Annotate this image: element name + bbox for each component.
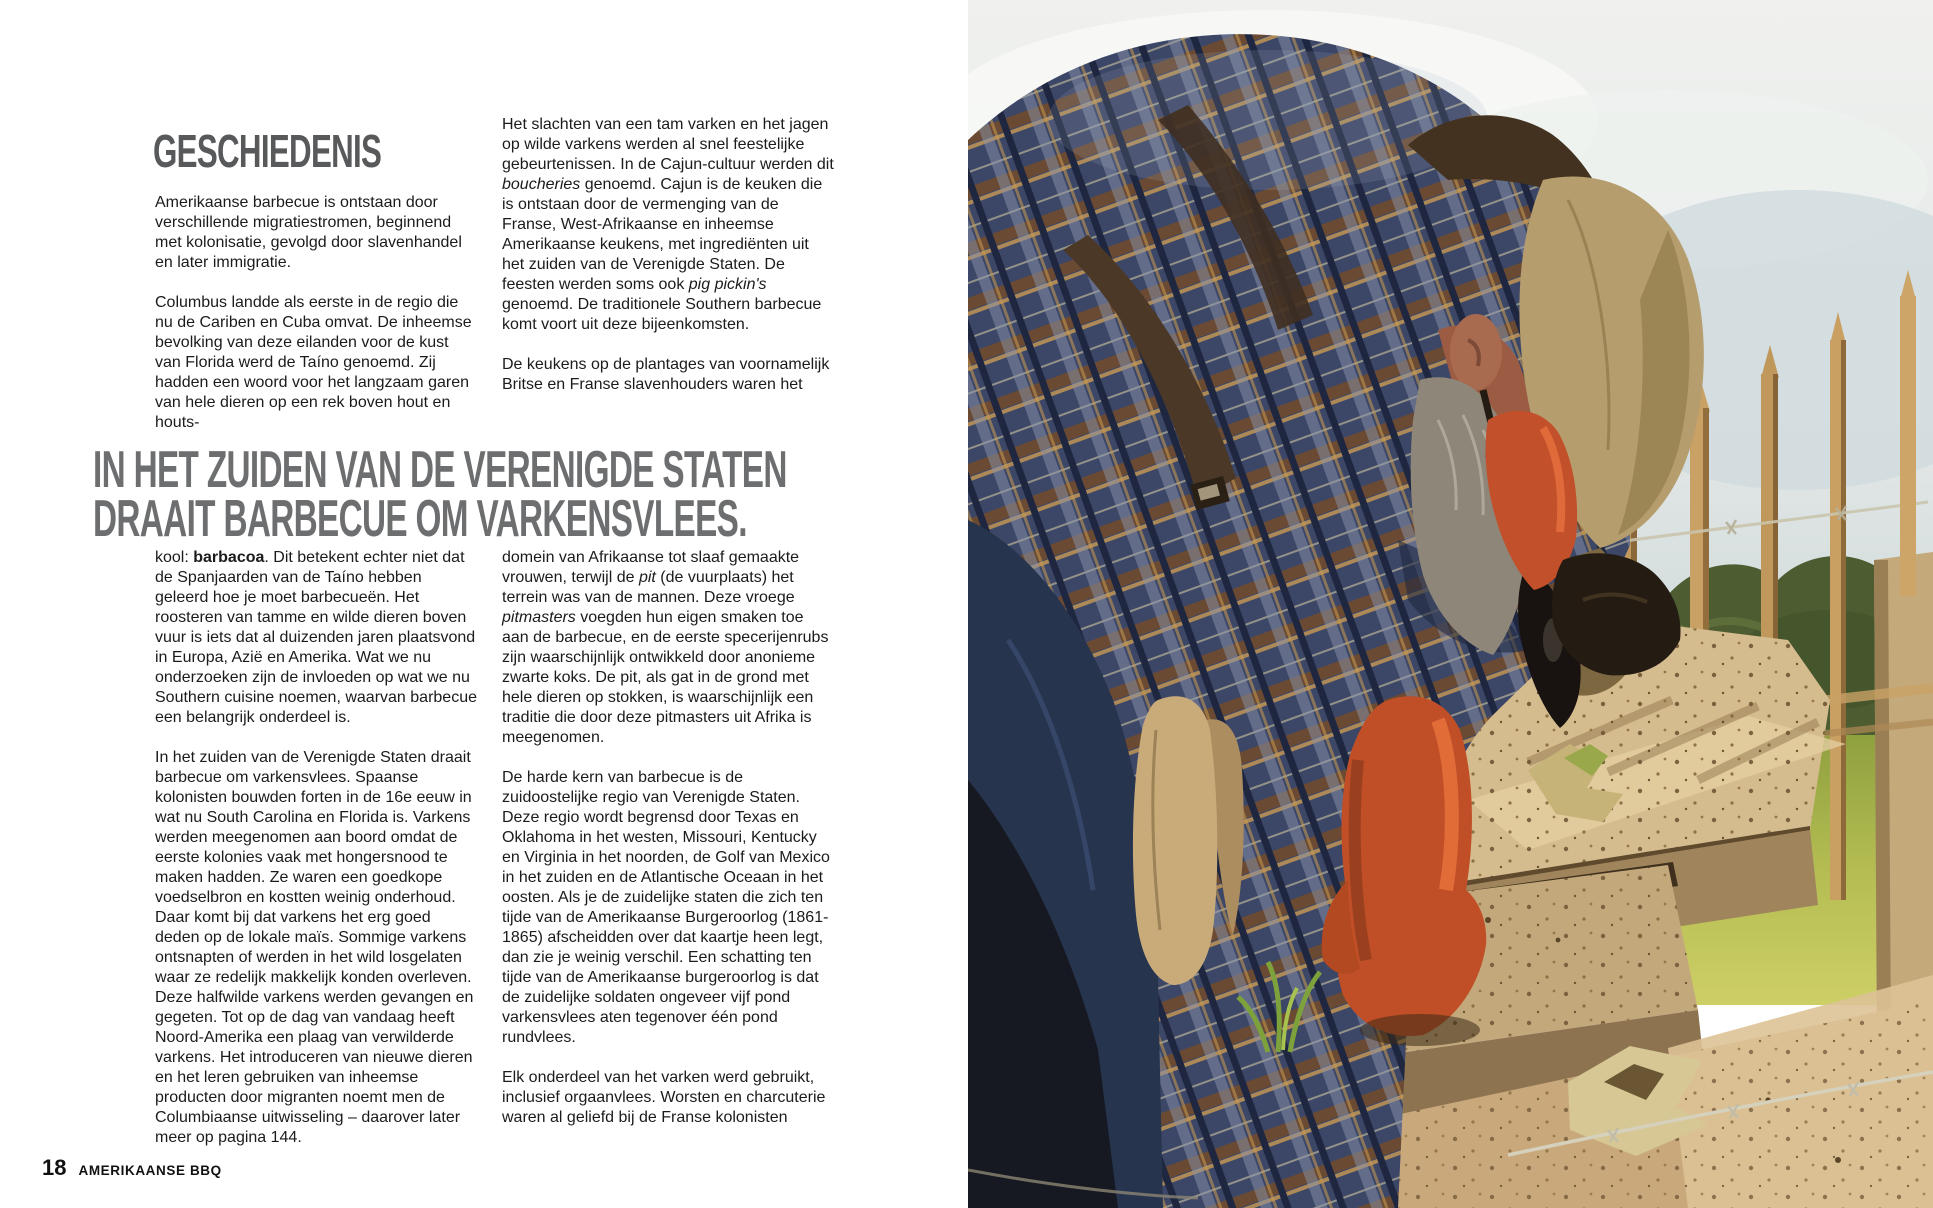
pull-quote bbox=[93, 441, 787, 548]
page-footer bbox=[42, 1155, 222, 1181]
pull-quote-line-1: IN HET ZUIDEN VAN DE VERENIGDE STATEN bbox=[93, 441, 787, 499]
pull-quote-line-2: DRAAIT BARBECUE OM VARKENSVLEES. bbox=[93, 490, 747, 548]
pitmaster-building-bbq-pit-photo bbox=[968, 0, 1933, 1208]
text-column-1: Amerikaanse barbecue is ontstaan door verschillende migratiestromen, beginnend met kolonisatie, gevolgd door slavenhandel en later immigratie. Columbus landde als eerste in de regio die nu de Cariben en Cuba omvat. De inheemse bevolking van deze eilanden voor de kust van Florida werd de Taíno genoemd. Zij hadden een woord voor het langzaam garen van hele dieren op een rek boven hout en houts- bbox=[155, 194, 472, 431]
book-title: AMERIKAANSE BBQ bbox=[78, 1163, 222, 1178]
page-number: 18 bbox=[42, 1155, 67, 1180]
text-column-3: kool: barbacoa. Dit betekent echter niet dat de Spanjaarden van de Taíno hebben geleerd hoe je moet barbecueën. Het roosteren van tamme en wilde dieren boven vuur is iets dat al duizenden jaren plaatsvond in Europa, Azië en Amerika. Wat we nu onderzoeken zijn de invloeden op wat we nu Southern cuisine noemen, waarvan barbecue een belangrijk onderdeel is. In het zuiden van de Verenigde Staten draait barbecue om varkensvlees. Spaanse kolonisten bouwden forten in de 16e eeuw in wat nu South Carolina en Florida is. Varkens werden meegenomen aan boord omdat de eerste kolonies vaak met hongersnood te maken hadden. Ze waren een goedkope voedselbron en kostten weinig onderhoud. Daar komt bij dat varkens het erg goed deden op de lokale maïs. Sommige varkens ontsnapten of werden in het wild losgelaten waar ze redelijk makkelijk konden overleven. Deze halfwilde varkens werden gevangen en gegeten. Tot op de dag van vandaag heeft Noord-Amerika een plaag van verwilderde varkens. Het introduceren van nieuwe dieren en het leren gebruiken van inheemse producten door migranten noemt men de Columbiaanse uitwisseling – daarover later meer op pagina 144. bbox=[155, 549, 477, 1146]
section-heading: GESCHIEDENIS bbox=[153, 125, 382, 177]
photo-illustration bbox=[968, 0, 1933, 1208]
text-column-4: domein van Afrikaanse tot slaaf gemaakte vrouwen, terwijl de pit (de vuurplaats) het terrein was van de mannen. Deze vroege pitmasters voegden hun eigen smaken toe aan de barbecue, en de eerste specerijenrubs zijn waarschijnlijk ontwikkeld door anonieme zwarte koks. De pit, als gat in de grond met hele dieren op stokken, is waarschijnlijk een traditie die door deze pitmasters uit Afrika is meegenomen. De harde kern van barbecue is de zuidoostelijke regio van Verenigde Staten. Deze regio wordt begrensd door Texas en Oklahoma in het westen, Missouri, Kentucky en Virginia in het noorden, de Golf van Mexico in het zuiden en de Atlantische Oceaan in het oosten. Als je de zuidelijke staten die zich ten tijde van de Amerikaanse Burgeroorlog (1861-1865) afscheidden over dat kaartje heen legt, dan zie je weinig verschil. Een schatting ten tijde van de Amerikaanse burgeroorlog is dat de zuidelijke soldaten ongeveer vijf pond varkensvlees aten tegenover één pond rundvlees. Elk onderdeel van het varken werd gebruikt, inclusief orgaanvlees. Worsten en charcuterie waren al geliefd bij de Franse kolonisten bbox=[502, 549, 830, 1126]
text-column-2: Het slachten van een tam varken en het jagen op wilde varkens werden al snel feestelijke gebeurtenissen. In de Cajun-cultuur werden dit boucheries genoemd. Cajun is de keuken die is ontstaan door de vermenging van de Franse, West-Afrikaanse en inheemse Amerikaanse keukens, met ingrediënten uit het zuiden van de Verenigde Staten. De feesten werden soms ook pig pickin's genoemd. De traditionele Southern barbecue komt voort uit deze bijeenkomsten. De keukens op de plantages van voornamelijk Britse en Franse slavenhouders waren het bbox=[502, 116, 834, 393]
